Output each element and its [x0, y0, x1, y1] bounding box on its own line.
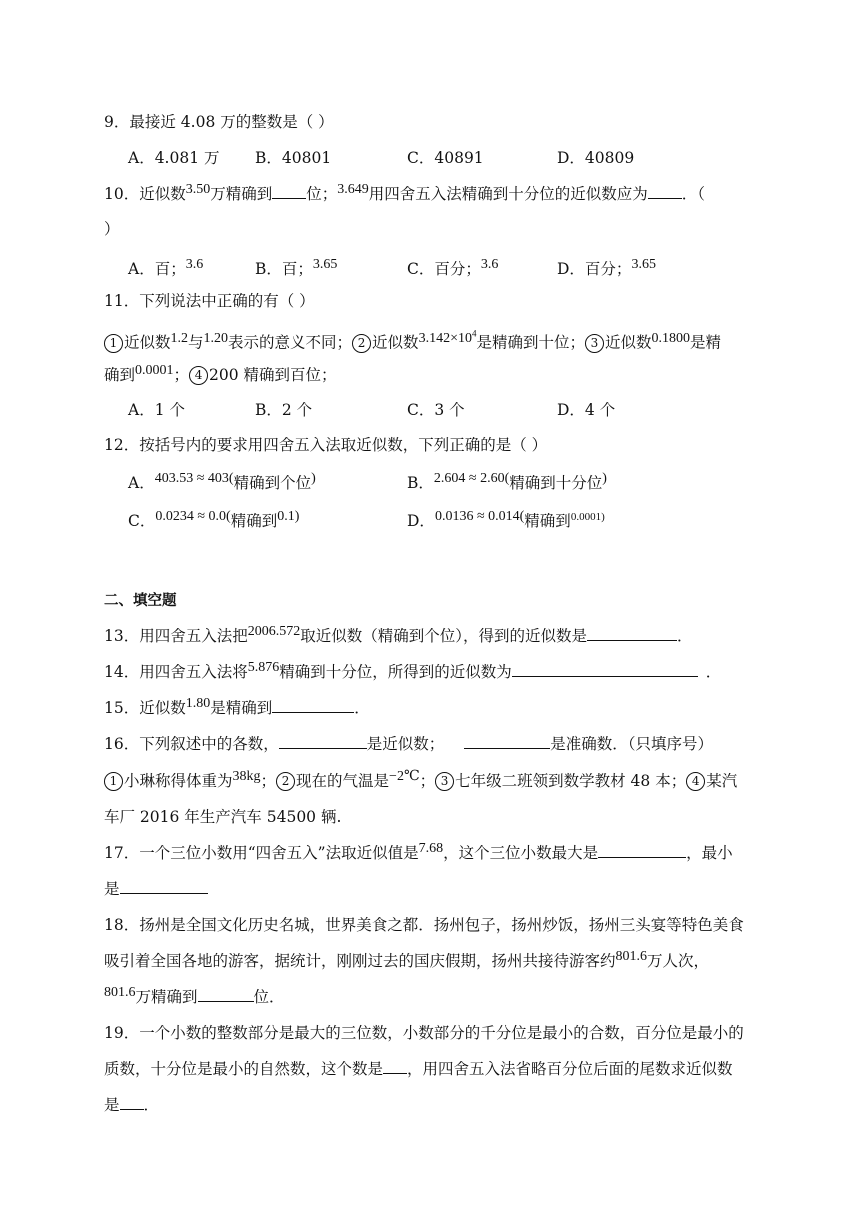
answer-blank	[272, 184, 306, 199]
q11-option-c: C．3 个	[407, 401, 465, 419]
question-18-line2: 吸引着全国各地的游客，据统计，刚刚过去的国庆假期，扬州共接待游客约801.6万人次，	[104, 949, 710, 970]
math-value: 3.50	[185, 182, 211, 197]
answer-blank	[272, 698, 354, 713]
question-11-stem: 11．下列说法中正确的有（ ）	[104, 292, 315, 310]
circled-number: 4	[686, 772, 705, 791]
question-19-line1: 19．一个小数的整数部分是最大的三位数，小数部分的千分位是最小的合数，百分位是最小的	[104, 1024, 744, 1042]
question-11-statements-line1: 1 近似数1.2与1.20表示的意义不同； 2 近似数$3.142\times 10^4$是精确到十位； 3 近似数0.1800是精	[104, 328, 721, 356]
q9-option-c: C．40891	[407, 149, 484, 167]
answer-blank	[464, 734, 550, 749]
question-11-statements-line2: 确到0.0001； 4 200 精确到百位；	[104, 363, 337, 384]
q12-option-b: B．2.604 ≈ 2.60(精确到十分位)	[407, 471, 607, 492]
answer-blank	[512, 662, 698, 677]
circled-number: 2	[276, 772, 295, 791]
q12-option-c: C．0.0234 ≈ 0.0(精确到0.1)	[128, 509, 300, 530]
question-15: 15．近似数1.80是精确到 ．	[104, 696, 370, 717]
question-17-line2: 是	[104, 878, 208, 900]
question-9-stem: 9．最接近 4.08 万的整数是（ ）	[104, 113, 334, 131]
question-16-items-line2: 车厂 2016 年生产汽车 54500 辆.	[104, 808, 342, 826]
question-16-items-line1: 1 小琳称得体重为38kg； 2 现在的气温是−2℃； 3 七年级二班领到数学教材 48 本； 4 某汽	[104, 770, 737, 794]
question-18-line1: 18．扬州是全国文化历史名城，世界美食之都．扬州包子，扬州炒饭，扬州三头宴等特色美食	[104, 916, 744, 934]
q10-option-d: D．百分；3.65	[557, 257, 656, 278]
q11-option-a: A．1 个	[128, 401, 185, 419]
answer-blank	[120, 879, 208, 894]
circled-number: 2	[352, 334, 371, 353]
question-17-line1: 17．一个三位小数用“四舍五入”法取近似值是7.68，这个三位小数最大是 ，最小	[104, 841, 733, 862]
answer-blank	[198, 987, 254, 1002]
q10-option-c: C．百分；3.6	[407, 257, 499, 278]
math-value: 3.649	[337, 182, 369, 197]
question-16-stem: 16．下列叙述中的各数， 是近似数； 是准确数．（只填序号）	[104, 735, 714, 753]
section-heading: 二、填空题	[104, 592, 177, 609]
question-13: 13．用四舍五入法把2006.572取近似数（精确到个位），得到的近似数是 ．	[104, 624, 693, 645]
answer-blank	[120, 1095, 144, 1110]
circled-number: 1	[104, 334, 123, 353]
q10-close-paren: ）	[104, 220, 120, 238]
question-19-line3: 是 ．	[104, 1096, 160, 1114]
answer-blank	[587, 626, 677, 641]
q9-option-a: A．4.081 万	[128, 149, 220, 167]
question-19-line2: 质数，十分位是最小的自然数，这个数是 ，用四舍五入法省略百分位后面的尾数求近似数	[104, 1060, 733, 1078]
q10-option-b: B．百；3.65	[255, 257, 338, 278]
q10-option-a: A．百；3.6	[128, 257, 204, 278]
q11-option-b: B．2 个	[255, 401, 313, 419]
answer-blank	[598, 843, 686, 858]
question-12-stem: 12．按括号内的要求用四舍五入法取近似数，下列正确的是（ ）	[104, 436, 548, 454]
question-10-stem: 10．近似数3.50万精确到 位；3.649用四舍五入法精确到十分位的近似数应为 ．（	[104, 182, 706, 203]
answer-blank	[383, 1059, 407, 1074]
q12-option-d: D．0.0136 ≈ 0.014(精确到$^{0.0001)}$	[407, 509, 605, 530]
circled-number: 3	[585, 334, 604, 353]
circled-number: 1	[104, 772, 123, 791]
answer-blank	[279, 734, 367, 749]
q11-option-d: D．4 个	[557, 401, 616, 419]
answer-blank	[648, 184, 682, 199]
q9-option-b: B．40801	[255, 149, 332, 167]
q12-option-a: A．403.53 ≈ 403(精确到个位)	[128, 471, 316, 492]
question-18-line3: 801.6万精确到 位．	[104, 985, 285, 1006]
q9-option-d: D．40809	[557, 149, 635, 167]
circled-number: 3	[435, 772, 454, 791]
question-14: 14．用四舍五入法将5.876精确到十分位，所得到的近似数为 ．	[104, 660, 722, 681]
circled-number: 4	[189, 366, 208, 385]
